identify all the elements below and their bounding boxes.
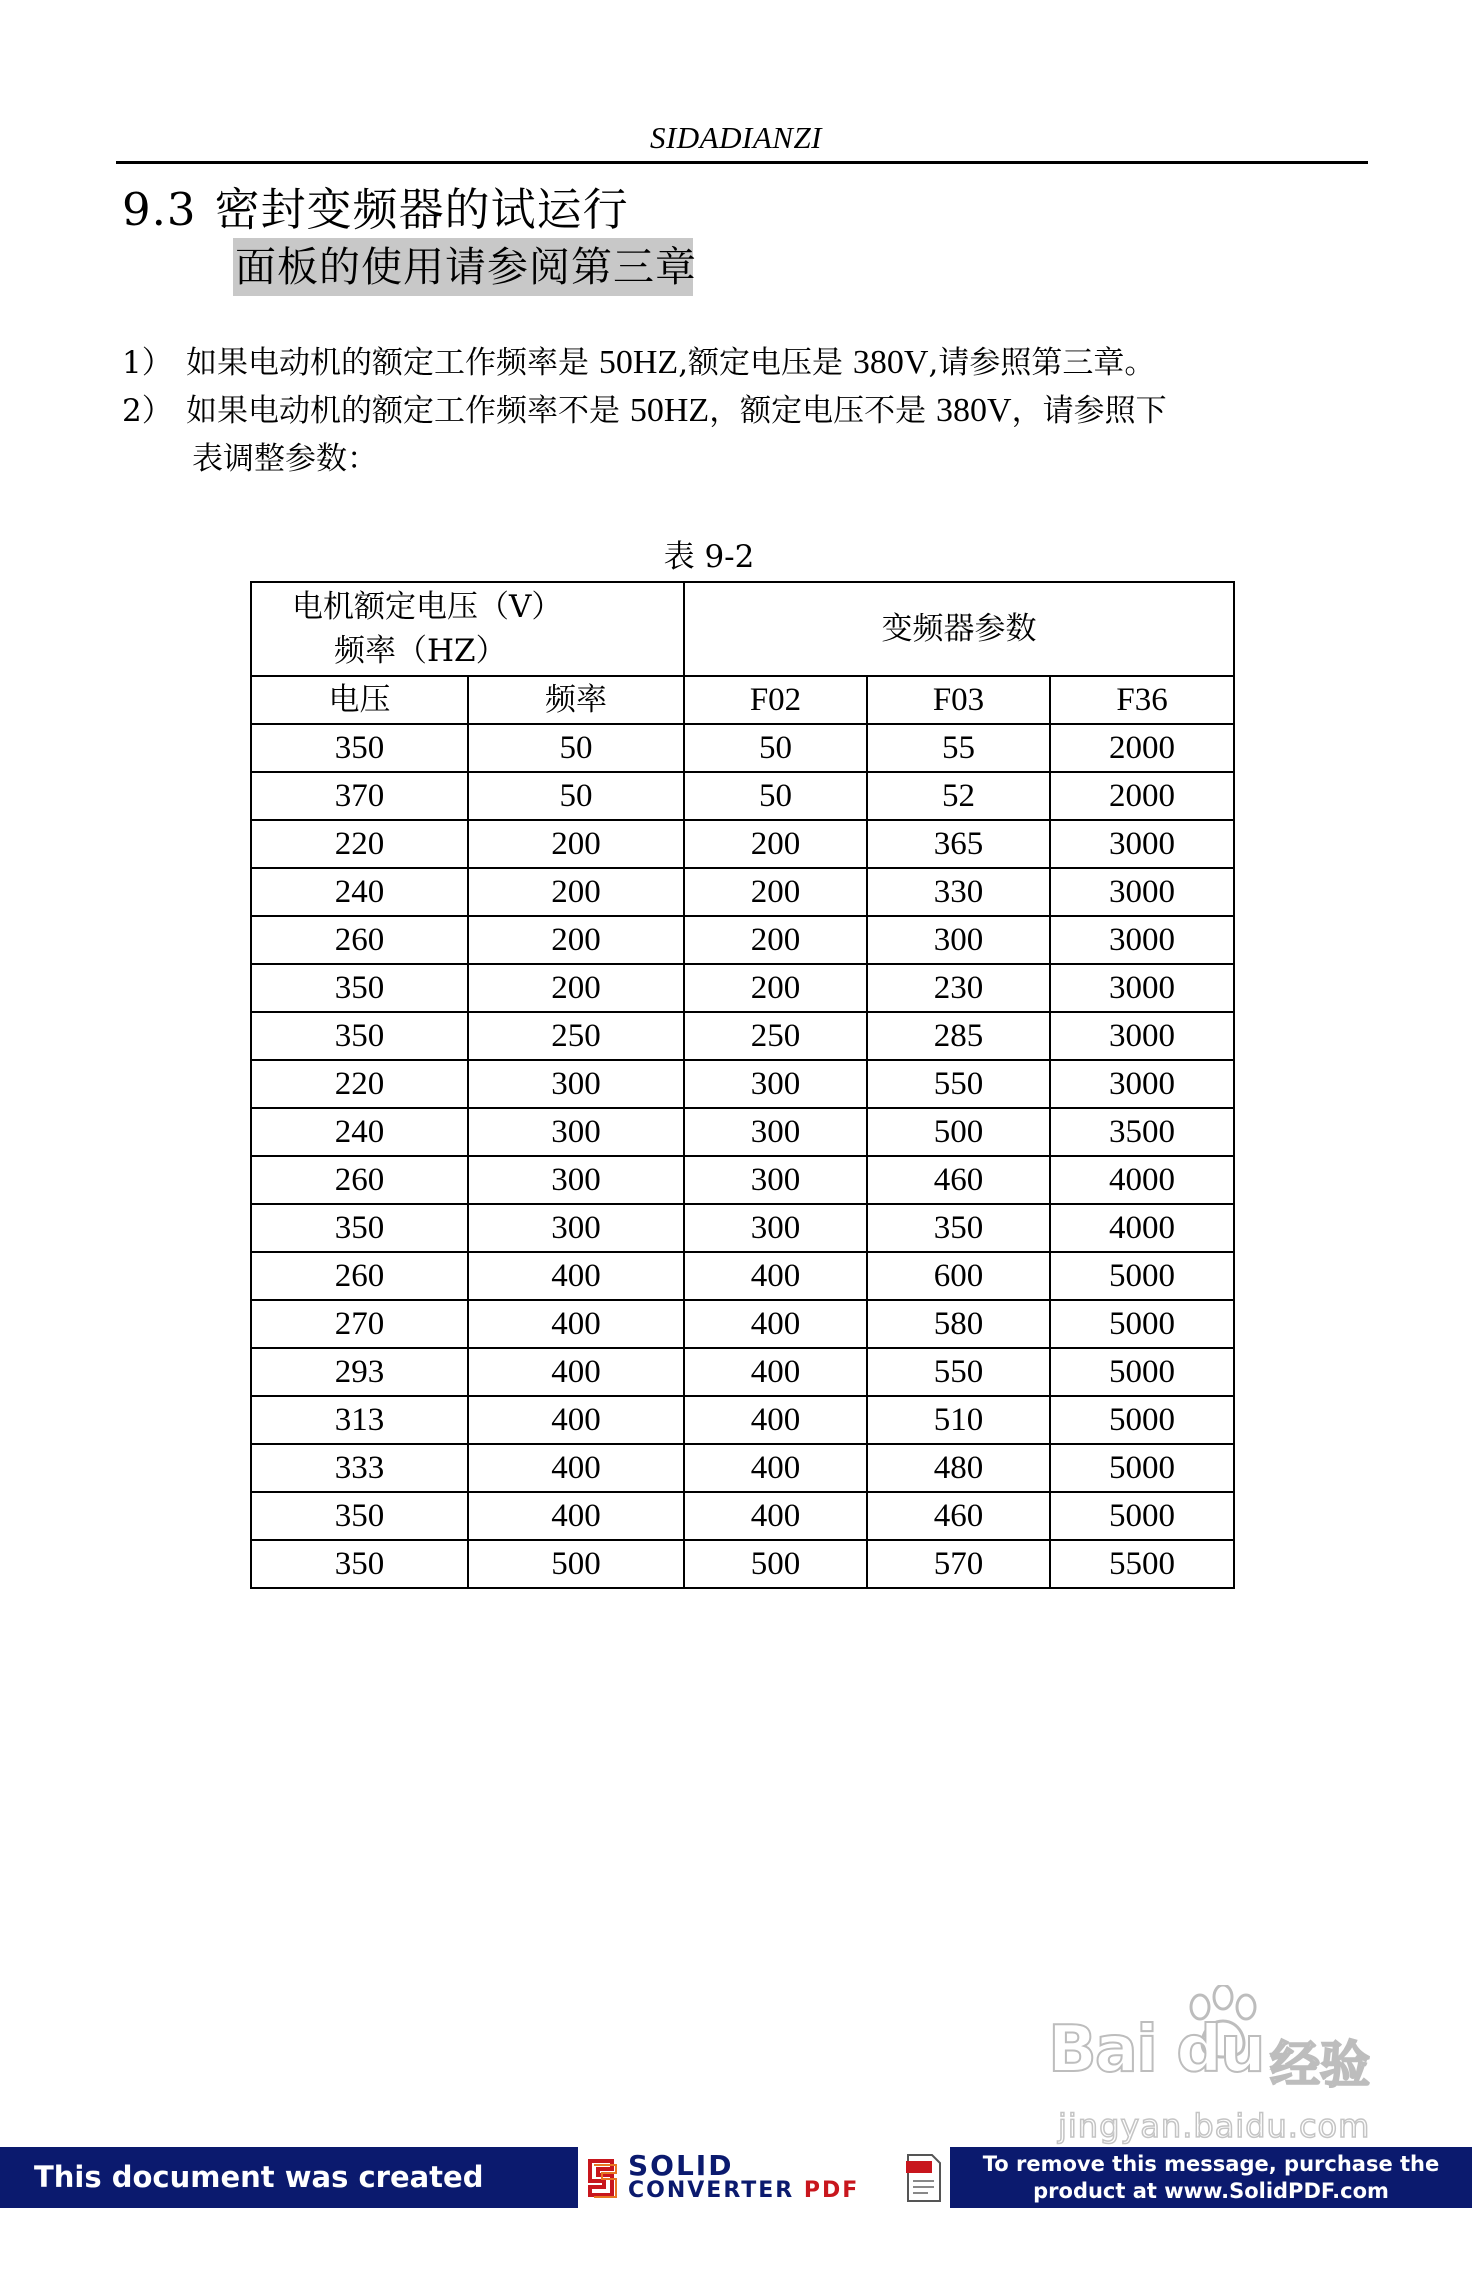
- cell-f02: 200: [684, 964, 867, 1012]
- cell-f02: 400: [684, 1492, 867, 1540]
- cell-f02: 500: [684, 1540, 867, 1588]
- cell-f36: 5000: [1050, 1252, 1234, 1300]
- cell-f03: 460: [867, 1492, 1050, 1540]
- instruction-2-voltage: 380V: [936, 392, 1012, 429]
- cell-f02: 400: [684, 1300, 867, 1348]
- watermark-logo: Bai du: [1048, 2013, 1264, 2087]
- cell-voltage: 350: [251, 1204, 468, 1252]
- header-brand: SIDADIANZI: [649, 120, 823, 155]
- cell-f02: 400: [684, 1252, 867, 1300]
- cell-f36: 2000: [1050, 772, 1234, 820]
- cell-f36: 4000: [1050, 1156, 1234, 1204]
- table-row: [251, 1204, 1234, 1252]
- table-row: [251, 1396, 1234, 1444]
- converter-footer: [0, 2147, 1472, 2255]
- instruction-2-text-a: 如果电动机的额定工作频率不是: [186, 393, 620, 429]
- cell-voltage: 240: [251, 868, 468, 916]
- col-header-voltage: 电压: [251, 676, 468, 724]
- table-header-group-row: [251, 582, 1234, 676]
- col-header-f36: F36: [1050, 676, 1234, 724]
- instruction-1: [122, 341, 1155, 385]
- instruction-1-text-b: ,额定电压是: [678, 345, 844, 381]
- cell-f36: 4000: [1050, 1204, 1234, 1252]
- instruction-2-text-b: ，额定电压不是: [709, 393, 927, 429]
- instruction-1-text-c: ,请参照第三章。: [928, 345, 1156, 381]
- cell-f02: 250: [684, 1012, 867, 1060]
- cell-f03: 480: [867, 1444, 1050, 1492]
- cell-f03: 570: [867, 1540, 1050, 1588]
- cell-f36: 3000: [1050, 964, 1234, 1012]
- header-rule: [116, 161, 1368, 164]
- cell-voltage: 260: [251, 1252, 468, 1300]
- footer-right-line1: To remove this message, purchase the: [982, 2152, 1440, 2176]
- table-row: [251, 772, 1234, 820]
- table-caption: 表 9-2: [663, 539, 755, 575]
- brand-solid: SOLID: [628, 2149, 734, 2182]
- cell-f03: 510: [867, 1396, 1050, 1444]
- instruction-2-continuation: 表调整参数：: [192, 441, 378, 477]
- cell-frequency: 400: [468, 1444, 684, 1492]
- instruction-2-freq: 50HZ: [629, 392, 710, 429]
- table-row: [251, 820, 1234, 868]
- instruction-2-text-c: ，请参照下: [1011, 393, 1167, 429]
- cell-voltage: 333: [251, 1444, 468, 1492]
- table-row: [251, 1156, 1234, 1204]
- cell-voltage: 270: [251, 1300, 468, 1348]
- cell-voltage: 370: [251, 772, 468, 820]
- footer-left-text: This document was created using: [0, 2147, 578, 2208]
- cell-f36: 3500: [1050, 1108, 1234, 1156]
- cell-voltage: 350: [251, 1540, 468, 1588]
- cell-f36: 3000: [1050, 1060, 1234, 1108]
- table-row: [251, 1060, 1234, 1108]
- cell-f03: 52: [867, 772, 1050, 820]
- cell-frequency: 200: [468, 964, 684, 1012]
- cell-f02: 300: [684, 1108, 867, 1156]
- cell-f02: 300: [684, 1060, 867, 1108]
- footer-brand: [578, 2147, 950, 2208]
- cell-voltage: 350: [251, 1012, 468, 1060]
- cell-voltage: 220: [251, 820, 468, 868]
- table-row: [251, 1108, 1234, 1156]
- cell-frequency: 400: [468, 1348, 684, 1396]
- cell-frequency: 50: [468, 724, 684, 772]
- brand-pdf-text: PDF: [803, 2178, 860, 2203]
- cell-f02: 200: [684, 916, 867, 964]
- cell-f02: 200: [684, 820, 867, 868]
- cell-f02: 400: [684, 1348, 867, 1396]
- table-row: [251, 724, 1234, 772]
- cell-frequency: 400: [468, 1492, 684, 1540]
- cell-f36: 5000: [1050, 1348, 1234, 1396]
- cell-f36: 3000: [1050, 868, 1234, 916]
- cell-f03: 550: [867, 1060, 1050, 1108]
- cell-f36: 3000: [1050, 820, 1234, 868]
- cell-f03: 460: [867, 1156, 1050, 1204]
- cell-f36: 3000: [1050, 1012, 1234, 1060]
- parameter-table: [250, 581, 1235, 1589]
- cell-frequency: 250: [468, 1012, 684, 1060]
- section-title: [122, 180, 629, 240]
- brand-converter-text: CONVERTER: [628, 2178, 795, 2203]
- section-number: 9.3: [122, 183, 197, 236]
- col-header-f03: F03: [867, 676, 1050, 724]
- instruction-1-ordinal: 1）: [122, 345, 173, 381]
- cell-f02: 400: [684, 1444, 867, 1492]
- cell-f03: 365: [867, 820, 1050, 868]
- table-row: [251, 1444, 1234, 1492]
- table-row: [251, 916, 1234, 964]
- motor-rating-header: [251, 582, 684, 676]
- motor-rating-header-line2: 频率（HZ）: [334, 633, 507, 669]
- cell-voltage: 293: [251, 1348, 468, 1396]
- instruction-1-freq: 50HZ: [598, 344, 679, 381]
- footer-right-line2: product at www.SolidPDF.com: [1033, 2179, 1389, 2203]
- cell-f03: 55: [867, 724, 1050, 772]
- footer-right-text: [950, 2147, 1472, 2208]
- cell-f03: 600: [867, 1252, 1050, 1300]
- cell-voltage: 260: [251, 1156, 468, 1204]
- cell-voltage: 220: [251, 1060, 468, 1108]
- table-row: [251, 1492, 1234, 1540]
- cell-frequency: 300: [468, 1156, 684, 1204]
- solid-logo-icon: [584, 2155, 624, 2201]
- cell-f02: 300: [684, 1156, 867, 1204]
- watermark-url: jingyan.baidu.com: [1058, 2107, 1371, 2145]
- cell-f36: 5000: [1050, 1300, 1234, 1348]
- instruction-2: [122, 389, 1167, 433]
- pdf-document-icon: [904, 2151, 944, 2205]
- cell-frequency: 300: [468, 1204, 684, 1252]
- baidu-watermark: [1040, 1985, 1380, 2155]
- cell-voltage: 350: [251, 724, 468, 772]
- instruction-2-ordinal: 2）: [122, 393, 173, 429]
- cell-frequency: 400: [468, 1252, 684, 1300]
- cell-frequency: 400: [468, 1396, 684, 1444]
- cell-frequency: 200: [468, 916, 684, 964]
- motor-rating-header-line1: 电机额定电压（V）: [292, 589, 563, 625]
- instruction-1-text-a: 如果电动机的额定工作频率是: [186, 345, 589, 381]
- cell-frequency: 500: [468, 1540, 684, 1588]
- instruction-1-voltage: 380V: [852, 344, 929, 381]
- watermark-name: 经验: [1270, 2036, 1370, 2094]
- cell-f02: 400: [684, 1396, 867, 1444]
- cell-f36: 5000: [1050, 1396, 1234, 1444]
- col-header-f02: F02: [684, 676, 867, 724]
- cell-f02: 200: [684, 868, 867, 916]
- cell-f03: 350: [867, 1204, 1050, 1252]
- cell-f02: 300: [684, 1204, 867, 1252]
- table-row: [251, 868, 1234, 916]
- table-row: [251, 1300, 1234, 1348]
- table-row: [251, 1540, 1234, 1588]
- cell-frequency: 200: [468, 868, 684, 916]
- brand-converter: [628, 2178, 859, 2203]
- cell-voltage: 350: [251, 964, 468, 1012]
- table-row: [251, 1012, 1234, 1060]
- cell-f03: 285: [867, 1012, 1050, 1060]
- cell-frequency: 50: [468, 772, 684, 820]
- table-row: [251, 1252, 1234, 1300]
- cell-frequency: 400: [468, 1300, 684, 1348]
- cell-f02: 50: [684, 724, 867, 772]
- cell-f03: 580: [867, 1300, 1050, 1348]
- cell-f03: 330: [867, 868, 1050, 916]
- cell-f36: 3000: [1050, 916, 1234, 964]
- cell-f03: 500: [867, 1108, 1050, 1156]
- table-row: [251, 964, 1234, 1012]
- cell-f36: 5000: [1050, 1492, 1234, 1540]
- section-title-text: 密封变频器的试运行: [214, 183, 629, 236]
- table-row: [251, 1348, 1234, 1396]
- cell-frequency: 200: [468, 820, 684, 868]
- cell-f36: 2000: [1050, 724, 1234, 772]
- cell-f03: 550: [867, 1348, 1050, 1396]
- cell-frequency: 300: [468, 1108, 684, 1156]
- cell-frequency: 300: [468, 1060, 684, 1108]
- cell-voltage: 350: [251, 1492, 468, 1540]
- cell-f03: 230: [867, 964, 1050, 1012]
- cell-voltage: 260: [251, 916, 468, 964]
- cell-f03: 300: [867, 916, 1050, 964]
- inverter-params-header: 变频器参数: [684, 582, 1234, 676]
- cell-voltage: 240: [251, 1108, 468, 1156]
- col-header-frequency: 频率: [468, 676, 684, 724]
- cell-f02: 50: [684, 772, 867, 820]
- table-column-header-row: [251, 676, 1234, 724]
- cell-f36: 5000: [1050, 1444, 1234, 1492]
- cell-voltage: 313: [251, 1396, 468, 1444]
- panel-note: 面板的使用请参阅第三章: [235, 243, 697, 291]
- cell-f36: 5500: [1050, 1540, 1234, 1588]
- table-body: [251, 724, 1234, 1588]
